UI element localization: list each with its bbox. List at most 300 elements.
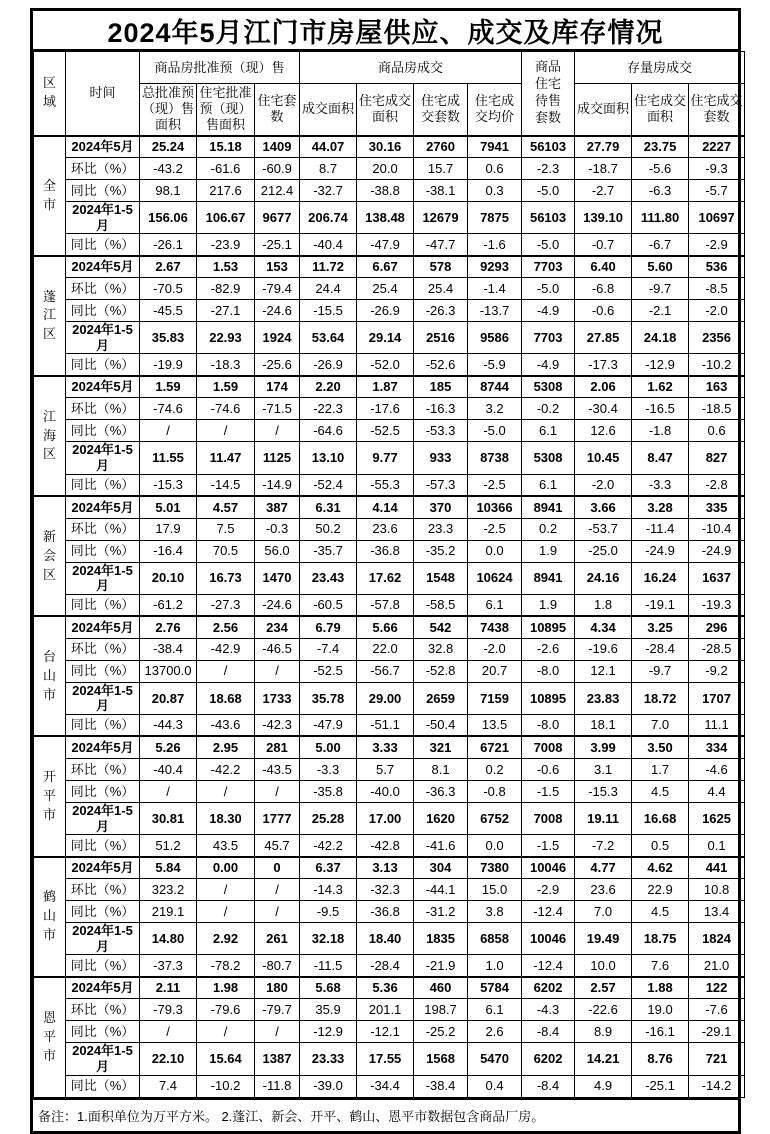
data-cell: 0.5: [632, 835, 689, 857]
data-cell: -17.6: [357, 398, 414, 420]
data-cell: -36.8: [357, 901, 414, 923]
data-cell: 23.6: [357, 518, 414, 540]
data-cell: -47.9: [357, 234, 414, 256]
data-cell: 7.0: [632, 714, 689, 736]
data-cell: 6.67: [357, 256, 414, 278]
data-cell: 30.16: [357, 136, 414, 158]
data-cell: 163: [689, 376, 745, 398]
data-cell: 12.6: [575, 420, 632, 442]
data-cell: -5.0: [468, 420, 522, 442]
data-cell: -3.3: [300, 758, 357, 780]
data-cell: 24.18: [632, 322, 689, 354]
data-cell: /: [255, 420, 300, 442]
data-cell: -36.8: [357, 540, 414, 562]
data-cell: -9.5: [300, 901, 357, 923]
data-cell: 1568: [414, 1043, 468, 1075]
data-cell: -18.5: [689, 398, 745, 420]
data-cell: -70.5: [140, 278, 197, 300]
data-cell: 98.1: [140, 180, 197, 202]
data-cell: -79.7: [255, 999, 300, 1021]
data-cell: 721: [689, 1043, 745, 1075]
table-row: [34, 802, 745, 834]
data-cell: 7703: [522, 256, 575, 278]
data-cell: 45.7: [255, 835, 300, 857]
data-cell: 19.11: [575, 802, 632, 834]
data-cell: /: [197, 901, 255, 923]
data-cell: 32.18: [300, 923, 357, 955]
table-row: [34, 420, 745, 442]
data-cell: -11.8: [255, 1075, 300, 1097]
data-cell: 6.79: [300, 616, 357, 638]
data-cell: -38.4: [140, 638, 197, 660]
data-cell: 11.72: [300, 256, 357, 278]
data-cell: 8941: [522, 496, 575, 518]
data-cell: -34.4: [357, 1075, 414, 1097]
data-cell: -28.4: [632, 638, 689, 660]
data-cell: 334: [689, 736, 745, 758]
row-label: 同比（%）: [66, 300, 140, 322]
data-cell: -2.8: [689, 474, 745, 496]
data-cell: 4.4: [689, 780, 745, 802]
data-cell: /: [197, 1021, 255, 1043]
table-row: [34, 158, 745, 180]
data-cell: -74.6: [140, 398, 197, 420]
data-cell: -4.9: [522, 354, 575, 376]
data-cell: -12.1: [357, 1021, 414, 1043]
data-cell: -43.5: [255, 758, 300, 780]
data-cell: 139.10: [575, 202, 632, 234]
row-label: 环比（%）: [66, 999, 140, 1021]
data-cell: 10.8: [689, 879, 745, 901]
table-row: [34, 398, 745, 420]
data-cell: 20.87: [140, 682, 197, 714]
table-row: [34, 780, 745, 802]
data-cell: 933: [414, 442, 468, 474]
data-cell: -24.6: [255, 594, 300, 616]
data-cell: -40.4: [300, 234, 357, 256]
data-cell: -79.6: [197, 999, 255, 1021]
data-cell: -16.5: [632, 398, 689, 420]
data-cell: -2.1: [632, 300, 689, 322]
data-cell: 323.2: [140, 879, 197, 901]
data-cell: 8.76: [632, 1043, 689, 1075]
data-cell: 1824: [689, 923, 745, 955]
data-cell: 5.60: [632, 256, 689, 278]
data-cell: 18.68: [197, 682, 255, 714]
data-cell: -18.7: [575, 158, 632, 180]
data-cell: -19.3: [689, 594, 745, 616]
data-cell: 30.81: [140, 802, 197, 834]
data-cell: 281: [255, 736, 300, 758]
data-cell: 6.1: [468, 999, 522, 1021]
data-cell: -9.3: [689, 158, 745, 180]
data-cell: 51.2: [140, 835, 197, 857]
data-cell: 0.2: [468, 758, 522, 780]
data-cell: 7.6: [632, 955, 689, 977]
table-row: [34, 180, 745, 202]
data-cell: 1835: [414, 923, 468, 955]
data-cell: -38.8: [357, 180, 414, 202]
data-cell: 25.4: [414, 278, 468, 300]
col-header-stock-sold-area: 成交面积: [575, 84, 632, 136]
data-cell: 2356: [689, 322, 745, 354]
data-cell: 23.43: [300, 562, 357, 594]
data-cell: 234: [255, 616, 300, 638]
data-cell: 6858: [468, 923, 522, 955]
data-cell: 8.1: [414, 758, 468, 780]
col-header-total-approved-area: 总批准预（现）售面积: [140, 84, 197, 136]
data-cell: 6202: [522, 1043, 575, 1075]
data-cell: 7.0: [575, 901, 632, 923]
data-cell: 29.00: [357, 682, 414, 714]
data-cell: 43.5: [197, 835, 255, 857]
data-cell: 22.93: [197, 322, 255, 354]
data-cell: -78.2: [197, 955, 255, 977]
data-cell: 0.6: [468, 158, 522, 180]
data-cell: 2.76: [140, 616, 197, 638]
data-cell: -27.1: [197, 300, 255, 322]
data-cell: 2.06: [575, 376, 632, 398]
data-cell: -4.6: [689, 758, 745, 780]
data-cell: 1.88: [632, 977, 689, 999]
row-label: 环比（%）: [66, 158, 140, 180]
data-cell: 17.55: [357, 1043, 414, 1075]
data-cell: -74.6: [197, 398, 255, 420]
data-cell: 18.1: [575, 714, 632, 736]
row-label: 2024年5月: [66, 736, 140, 758]
data-cell: -0.7: [575, 234, 632, 256]
row-label: 同比（%）: [66, 780, 140, 802]
data-cell: 8738: [468, 442, 522, 474]
table-row: [34, 1043, 745, 1075]
data-cell: 6202: [522, 977, 575, 999]
data-cell: -35.2: [414, 540, 468, 562]
data-cell: -18.3: [197, 354, 255, 376]
data-cell: 53.64: [300, 322, 357, 354]
col-header-region: 区域: [34, 52, 66, 136]
data-cell: 23.33: [300, 1043, 357, 1075]
data-cell: -2.0: [575, 474, 632, 496]
data-cell: 335: [689, 496, 745, 518]
data-cell: -2.6: [522, 638, 575, 660]
data-cell: 1707: [689, 682, 745, 714]
data-cell: 1.8: [575, 594, 632, 616]
row-label: 2024年5月: [66, 616, 140, 638]
data-cell: 11.1: [689, 714, 745, 736]
data-cell: 9.77: [357, 442, 414, 474]
footnote: 备注：1.面积单位为万平方米。 2.蓬江、新会、开平、鹤山、恩平市数据包含商品厂房。: [33, 1098, 738, 1131]
data-cell: -52.8: [414, 660, 468, 682]
data-cell: -4.9: [522, 300, 575, 322]
data-cell: 1733: [255, 682, 300, 714]
data-cell: -2.9: [522, 879, 575, 901]
data-cell: -25.1: [632, 1075, 689, 1097]
data-cell: 22.0: [357, 638, 414, 660]
data-cell: 5.00: [300, 736, 357, 758]
table-row: [34, 234, 745, 256]
data-cell: 1.62: [632, 376, 689, 398]
data-cell: 180: [255, 977, 300, 999]
table-body: [34, 136, 745, 1098]
data-cell: /: [255, 1021, 300, 1043]
data-cell: -7.6: [689, 999, 745, 1021]
region-label: 蓬江区: [34, 256, 66, 376]
data-cell: 4.62: [632, 857, 689, 879]
data-cell: 56.0: [255, 540, 300, 562]
data-cell: 5.84: [140, 857, 197, 879]
data-cell: -15.3: [575, 780, 632, 802]
data-cell: -14.2: [689, 1075, 745, 1097]
data-cell: 12679: [414, 202, 468, 234]
data-cell: 14.21: [575, 1043, 632, 1075]
data-cell: /: [140, 780, 197, 802]
table-row: [34, 322, 745, 354]
data-cell: 111.80: [632, 202, 689, 234]
data-cell: -26.9: [357, 300, 414, 322]
data-cell: 4.57: [197, 496, 255, 518]
data-cell: 15.64: [197, 1043, 255, 1075]
data-cell: 304: [414, 857, 468, 879]
data-cell: 1.98: [197, 977, 255, 999]
data-cell: -24.6: [255, 300, 300, 322]
data-cell: 4.77: [575, 857, 632, 879]
data-cell: 11.55: [140, 442, 197, 474]
data-cell: 0: [255, 857, 300, 879]
data-cell: 19.49: [575, 923, 632, 955]
row-label: 2024年1-5月: [66, 802, 140, 834]
col-header-time: 时间: [66, 52, 140, 136]
data-cell: -14.3: [300, 879, 357, 901]
data-cell: 10.45: [575, 442, 632, 474]
data-cell: 6.40: [575, 256, 632, 278]
data-cell: 18.30: [197, 802, 255, 834]
data-cell: -50.4: [414, 714, 468, 736]
data-cell: 16.68: [632, 802, 689, 834]
row-label: 环比（%）: [66, 518, 140, 540]
data-cell: -79.3: [140, 999, 197, 1021]
data-cell: 16.73: [197, 562, 255, 594]
row-label: 2024年1-5月: [66, 923, 140, 955]
data-cell: 13.10: [300, 442, 357, 474]
row-label: 同比（%）: [66, 1075, 140, 1097]
data-cell: 70.5: [197, 540, 255, 562]
data-cell: 6752: [468, 802, 522, 834]
data-cell: 9586: [468, 322, 522, 354]
data-cell: 20.10: [140, 562, 197, 594]
data-cell: -5.7: [689, 180, 745, 202]
data-cell: -42.2: [300, 835, 357, 857]
data-cell: 20.0: [357, 158, 414, 180]
region-label: 新会区: [34, 496, 66, 616]
data-cell: -52.5: [357, 420, 414, 442]
housing-table: [33, 51, 745, 1098]
row-label: 同比（%）: [66, 660, 140, 682]
data-cell: -3.3: [632, 474, 689, 496]
region-label: 恩平市: [34, 977, 66, 1097]
data-cell: 3.8: [468, 901, 522, 923]
data-cell: 35.83: [140, 322, 197, 354]
data-cell: 2.20: [300, 376, 357, 398]
data-cell: 3.13: [357, 857, 414, 879]
data-cell: 23.83: [575, 682, 632, 714]
table-row: [34, 474, 745, 496]
data-cell: -12.4: [522, 955, 575, 977]
row-label: 同比（%）: [66, 234, 140, 256]
data-cell: 2.67: [140, 256, 197, 278]
data-cell: 50.2: [300, 518, 357, 540]
data-cell: 13700.0: [140, 660, 197, 682]
data-cell: 1.59: [197, 376, 255, 398]
data-cell: -23.9: [197, 234, 255, 256]
data-cell: 1.59: [140, 376, 197, 398]
data-cell: -51.1: [357, 714, 414, 736]
col-group-stock-sales: 存量房成交: [575, 52, 745, 84]
data-cell: -42.3: [255, 714, 300, 736]
data-cell: 0.4: [468, 1075, 522, 1097]
data-cell: 827: [689, 442, 745, 474]
data-cell: -13.7: [468, 300, 522, 322]
data-cell: -53.3: [414, 420, 468, 442]
table-row: [34, 594, 745, 616]
data-cell: -19.9: [140, 354, 197, 376]
data-cell: 1.9: [522, 540, 575, 562]
data-cell: -2.9: [689, 234, 745, 256]
data-cell: 0.00: [197, 857, 255, 879]
data-cell: 1924: [255, 322, 300, 354]
data-cell: 441: [689, 857, 745, 879]
row-label: 同比（%）: [66, 1021, 140, 1043]
data-cell: 261: [255, 923, 300, 955]
data-cell: 2760: [414, 136, 468, 158]
row-label: 同比（%）: [66, 901, 140, 923]
table-row: [34, 562, 745, 594]
data-cell: 7703: [522, 322, 575, 354]
table-row: [34, 1021, 745, 1043]
data-cell: /: [197, 660, 255, 682]
data-cell: -9.7: [632, 278, 689, 300]
data-cell: -57.8: [357, 594, 414, 616]
table-header: [34, 52, 745, 136]
data-cell: -10.4: [689, 518, 745, 540]
data-cell: -5.0: [522, 234, 575, 256]
row-label: 2024年5月: [66, 977, 140, 999]
data-cell: 5470: [468, 1043, 522, 1075]
data-cell: /: [255, 660, 300, 682]
data-cell: -16.1: [632, 1021, 689, 1043]
data-cell: -8.4: [522, 1021, 575, 1043]
data-cell: 25.4: [357, 278, 414, 300]
data-cell: 6.1: [522, 420, 575, 442]
data-cell: 3.99: [575, 736, 632, 758]
data-cell: 7875: [468, 202, 522, 234]
data-cell: -60.5: [300, 594, 357, 616]
data-cell: -1.8: [632, 420, 689, 442]
data-cell: 2.92: [197, 923, 255, 955]
data-cell: -14.5: [197, 474, 255, 496]
data-cell: 4.5: [632, 901, 689, 923]
data-cell: -22.3: [300, 398, 357, 420]
table-row: [34, 496, 745, 518]
data-cell: 4.5: [632, 780, 689, 802]
data-cell: -2.5: [468, 474, 522, 496]
data-cell: -2.7: [575, 180, 632, 202]
data-cell: 1637: [689, 562, 745, 594]
data-cell: -44.1: [414, 879, 468, 901]
data-cell: 3.50: [632, 736, 689, 758]
data-cell: 24.4: [300, 278, 357, 300]
data-cell: 460: [414, 977, 468, 999]
page-title: 2024年5月江门市房屋供应、成交及库存情况: [33, 11, 738, 51]
data-cell: -2.5: [468, 518, 522, 540]
data-cell: 23.3: [414, 518, 468, 540]
data-cell: -2.0: [468, 638, 522, 660]
data-cell: -44.3: [140, 714, 197, 736]
data-cell: -61.2: [140, 594, 197, 616]
row-label: 同比（%）: [66, 474, 140, 496]
data-cell: 20.7: [468, 660, 522, 682]
data-cell: /: [255, 901, 300, 923]
data-cell: -40.0: [357, 780, 414, 802]
data-cell: 4.14: [357, 496, 414, 518]
table-row: [34, 354, 745, 376]
data-cell: 5.7: [357, 758, 414, 780]
data-cell: -15.5: [300, 300, 357, 322]
data-cell: 15.18: [197, 136, 255, 158]
row-label: 同比（%）: [66, 540, 140, 562]
data-cell: 19.0: [632, 999, 689, 1021]
table-row: [34, 660, 745, 682]
data-cell: -30.4: [575, 398, 632, 420]
data-cell: 122: [689, 977, 745, 999]
data-cell: 1.9: [522, 594, 575, 616]
data-cell: 219.1: [140, 901, 197, 923]
data-cell: 217.6: [197, 180, 255, 202]
data-cell: -45.5: [140, 300, 197, 322]
data-cell: 10895: [522, 682, 575, 714]
data-cell: -47.7: [414, 234, 468, 256]
data-cell: -6.3: [632, 180, 689, 202]
data-cell: -5.0: [522, 278, 575, 300]
data-cell: 1620: [414, 802, 468, 834]
table-row: [34, 256, 745, 278]
data-cell: 321: [414, 736, 468, 758]
row-label: 2024年5月: [66, 496, 140, 518]
data-cell: 13.5: [468, 714, 522, 736]
data-cell: 4.34: [575, 616, 632, 638]
data-cell: /: [255, 879, 300, 901]
table-row: [34, 202, 745, 234]
data-cell: -42.8: [357, 835, 414, 857]
col-header-sold-area: 成交面积: [300, 84, 357, 136]
table-row: [34, 518, 745, 540]
data-cell: 27.85: [575, 322, 632, 354]
table-row: [34, 442, 745, 474]
data-cell: 5784: [468, 977, 522, 999]
data-cell: 138.48: [357, 202, 414, 234]
row-label: 环比（%）: [66, 398, 140, 420]
data-cell: 16.24: [632, 562, 689, 594]
data-cell: -47.9: [300, 714, 357, 736]
data-cell: -1.6: [468, 234, 522, 256]
data-cell: 3.66: [575, 496, 632, 518]
data-cell: 2.95: [197, 736, 255, 758]
data-cell: 2.6: [468, 1021, 522, 1043]
data-cell: 11.47: [197, 442, 255, 474]
data-cell: 2.56: [197, 616, 255, 638]
data-cell: -5.9: [468, 354, 522, 376]
table-row: [34, 999, 745, 1021]
data-cell: 5.01: [140, 496, 197, 518]
